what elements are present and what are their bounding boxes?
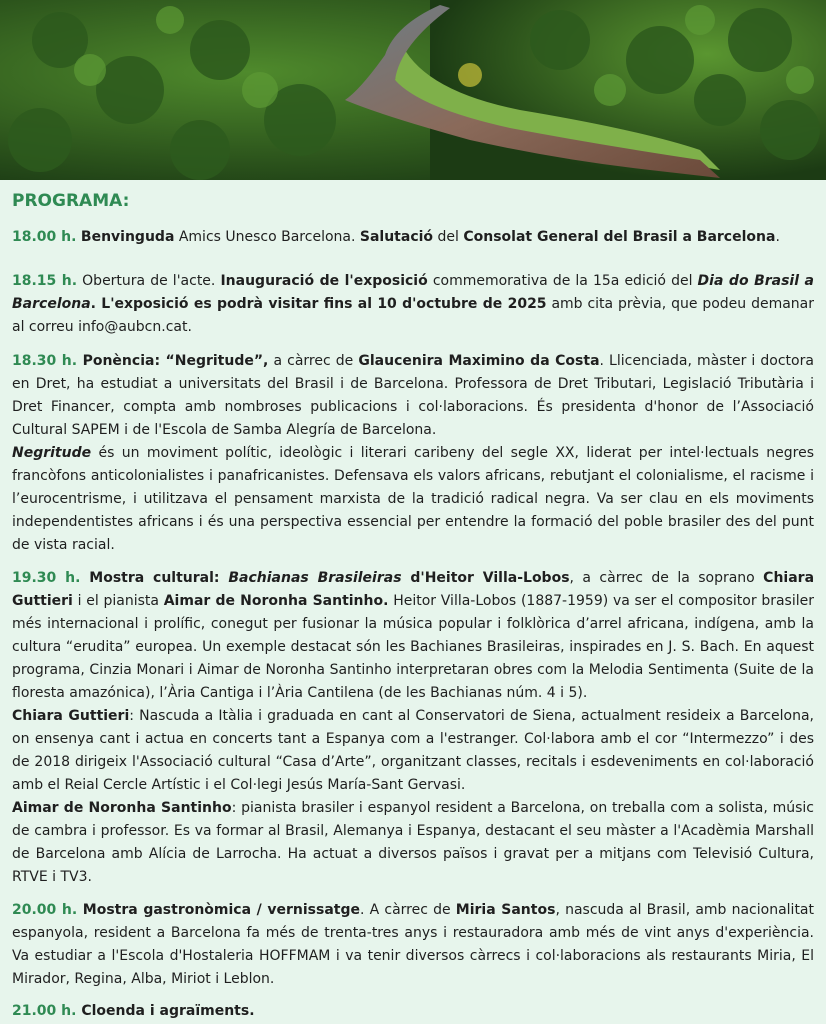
item-text: : Nascuda a Itàlia i graduada en cant al Conservatori de Siena, actualment resideix a Barcelona, on ensenya cant i actua en concerts tant a Espanya com a l'estranger. Col·labora amb el cor “Intermezzo” i des de 2018 dirigeix l'Associació cultural “Casa d’Arte”, organitzant classes, recitals i esdeveniments en col·laboració amb el Reial Cercle Artístic i el Col·legi Jesús María-Sant Gervasi.: [12, 708, 815, 793]
program-item-2000: [12, 899, 814, 991]
item-text: Mostra gastronòmica / vernissatge: [77, 902, 360, 918]
item-text: Aimar de Noronha Santinho.: [163, 593, 389, 609]
item-time: 19.30 h.: [12, 570, 81, 586]
item-text: Benvinguda: [80, 229, 175, 245]
program-section: [0, 180, 826, 1023]
item-text: Inauguració de l'exposició: [220, 273, 428, 289]
program-item-2100: [12, 1000, 814, 1023]
negritude-description: [12, 442, 814, 557]
item-text: a càrrec de: [268, 353, 359, 369]
item-text: amb cita prèvia, que podeu demanar al correu info@aubcn.cat.: [12, 296, 814, 335]
item-time: 21.00 h.: [12, 1003, 77, 1019]
item-time: 18.00 h.: [12, 229, 77, 245]
item-text: Dia do Brasil a Barcelona: [12, 273, 814, 312]
rainforest-river-image: [0, 0, 826, 180]
item-text: Miria Santos: [455, 902, 556, 918]
item-text: Bachianas Brasileiras: [228, 570, 402, 586]
item-text: Consolat General del Brasil a Barcelona: [463, 229, 776, 245]
program-heading: PROGRAMA:: [12, 191, 130, 211]
chiara-bio: [12, 705, 814, 797]
item-text: Ponència: “Negritude”,: [77, 353, 269, 369]
item-text: . Llicenciada, màster i doctora en Dret, ha estudiat a universitats del Brasil i de Barcelona. Professora de Dret Tributari, Legislació Tributària i Dret Financer, compta amb nombroses publicacions i col·laboracions. És presidenta d'honor de l’Associació Cultural SAPEM i de l'Escola de Samba Alegría de Barcelona.: [12, 353, 814, 438]
item-text: : pianista brasiler i espanyol resident a Barcelona, on treballa com a solista, músic de cambra i professor. Es va formar al Brasil, Alemanya i Espanya, destacant el seu màster a l'Acadèmia Marshall de Barcelona amb Alícia de Larrocha. Ha actuat a diversos països i gravat per a mitjans com Televisió Cultura, RTVE i TV3.: [12, 800, 814, 885]
hero-image: [0, 0, 826, 180]
aimar-bio: [12, 797, 814, 889]
item-text: Chiara Guttieri: [12, 570, 815, 609]
item-text: Glaucenira Maximino da Costa: [358, 353, 600, 369]
program-item-1830: [12, 350, 814, 442]
program-item-1815: [12, 270, 814, 339]
item-text: Aimar de Noronha Santinho: [12, 800, 232, 816]
item-text: Salutació: [359, 229, 434, 245]
item-text: .: [775, 229, 780, 245]
item-text: i el pianista: [72, 593, 164, 609]
item-text: Amics Unesco Barcelona.: [174, 229, 360, 245]
item-text: . A càrrec de: [360, 902, 456, 918]
item-text: del: [433, 229, 464, 245]
item-text: , nascuda al Brasil, amb nacionalitat espanyola, resident a Barcelona fa més de trenta-tres anys i restauradora amb més de vint anys d'experiència. Va estudiar a l'Escola d'Hostaleria HOFFMAM i va tenir diversos càrrecs i col·laboracions als restaurants Miria, El Mirador, Regina, Alba, Miriot i Leblon.: [12, 902, 815, 987]
item-text: Negritude: [12, 445, 92, 461]
item-text: , a càrrec de la soprano: [569, 570, 764, 586]
program-item-1800: [12, 226, 814, 249]
item-time: 20.00 h.: [12, 902, 78, 918]
item-time: 18.15 h.: [12, 273, 78, 289]
item-text: Heitor Villa-Lobos (1887-1959) va ser el compositor brasiler més internacional i prolífic, conegut per fusionar la música popular i folklòrica d’arrel africana, indígena, amb la cultura “erudita” europea. Un exemple destacat són les Bachianes Brasileiras, inspirades en J. S. Bach. En aquest programa, Cinzia Monari i Aimar de Noronha Santinho interpretaran obres com la Melodia Sentimenta (Suite de la floresta amazónica), l’Ària Cantiga i l’Ària Cantilena (de les Bachianas núm. 4 i 5).: [12, 593, 814, 701]
item-text: és un moviment polític, ideològic i literari caribeny del segle XX, liderat per intel·lectuals negres francòfons anticolonialistes i panafricanistes. Defensava els valors africans, rebutjant el colonialisme, el racisme i l’eurocentrisme, i utilitzava el pensament marxista de la tradició radical negra. Va ser clau en els moviments independentistes africans i és una perspectiva essencial per entendre la formació del poble brasiler des del punt de vista racial.: [12, 445, 814, 553]
item-text: Cloenda i agraïments.: [76, 1003, 255, 1019]
item-text: commemorativa de la 15a edició del: [427, 273, 698, 289]
item-text: Chiara Guttieri: [12, 708, 130, 724]
item-text: . L'exposició es podrà visitar fins al 10 d'octubre de 2025: [90, 296, 547, 312]
item-time: 18.30 h.: [12, 353, 78, 369]
item-text: Mostra cultural:: [80, 570, 229, 586]
item-text: d'Heitor Villa-Lobos: [401, 570, 570, 586]
program-item-1930: [12, 567, 814, 705]
item-text: Obertura de l'acte.: [77, 273, 221, 289]
